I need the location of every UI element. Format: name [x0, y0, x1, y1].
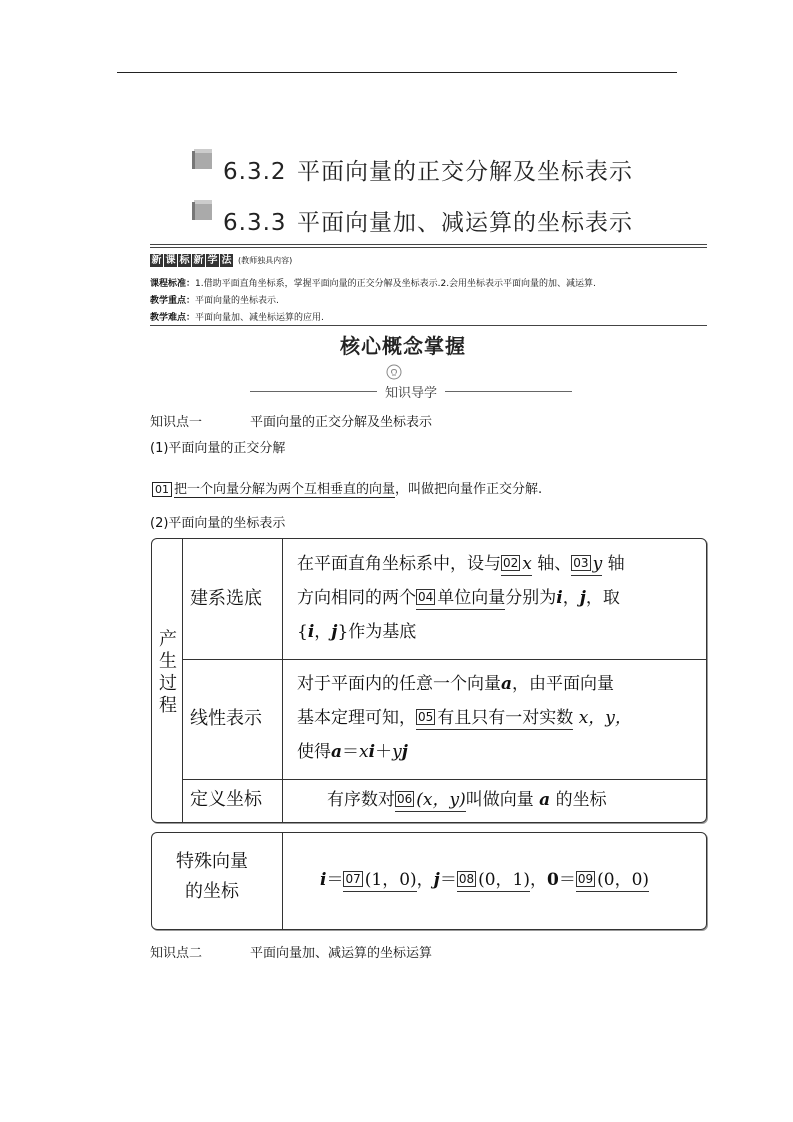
guide-divider [250, 382, 572, 400]
banner-rule-top-2 [150, 247, 707, 248]
item-01: 01 把一个向量分解为两个互相垂直的向量，叫做把向量作正交分解. [152, 478, 542, 497]
banner-rule-bottom [150, 325, 707, 326]
linear-line-3: 使得a＝xi＋yj [297, 742, 408, 762]
tag: 学 [207, 255, 218, 266]
subheading-2: (2)平面向量的坐标表示 [150, 516, 286, 531]
banner-tags [150, 254, 292, 267]
coordinate-table [151, 538, 707, 823]
core-title: 核心概念掌握 [340, 334, 466, 358]
book-icon [190, 147, 214, 171]
side-label: 产 生 过 程 [159, 629, 177, 716]
tag: 课 [165, 255, 176, 266]
special-values: i＝ 07 (1，0)，j＝ 08 (0，1)，0＝ 09 (0，0) [320, 870, 650, 890]
row-label-linear: 线性表示 [190, 708, 262, 729]
row-label-basis: 建系选底 [190, 588, 262, 609]
row-label-define: 定义坐标 [190, 789, 262, 810]
special-vectors-table [151, 832, 707, 930]
tag: 标 [179, 255, 190, 266]
tag: 新 [151, 255, 162, 266]
subheading-1: (1)平面向量的正交分解 [150, 441, 286, 456]
guide-title: 知识导学 [385, 385, 438, 401]
linear-line-2: 基本定理可知， 05 有且只有一对实数 x，y， [297, 708, 632, 728]
knowledge-point-1: 知识点一 平面向量的正交分解及坐标表示 [150, 415, 433, 430]
special-label: 特殊向量 的坐标 [176, 851, 248, 902]
lightbulb-icon [386, 364, 402, 380]
tag: 新 [193, 255, 204, 266]
define-line: 有序数对 06 (x，y)叫做向量 a 的坐标 [327, 790, 607, 810]
banner-rule-top [150, 244, 707, 245]
section-title-2: 6.3.3 平面向量加、减运算的坐标表示 [223, 210, 633, 236]
blank-number: 01 [152, 482, 172, 497]
teaching-difficulty: 教学难点：平面向量加、减坐标运算的应用. [150, 313, 324, 323]
book-icon [190, 198, 214, 222]
header-rule [117, 72, 677, 73]
basis-line-1: 在平面直角坐标系中，设与 02 x 轴、 03 y 轴 [297, 554, 625, 574]
teaching-key: 教学重点：平面向量的坐标表示. [150, 296, 279, 306]
basis-line-2: 方向相同的两个 04 单位向量分别为i，j，取 [297, 588, 620, 608]
knowledge-point-2: 知识点二 平面向量加、减运算的坐标运算 [150, 946, 433, 961]
basis-line-3: {i，j}作为基底 [297, 622, 417, 642]
course-standard: 课程标准：1.借助平面直角坐标系，掌握平面向量的正交分解及坐标表示.2.会用坐标表示平面向量的加、减运算. [150, 279, 596, 289]
banner-note: (教师独具内容) [238, 256, 293, 265]
tag: 法 [221, 255, 232, 266]
section-title-1: 6.3.2 平面向量的正交分解及坐标表示 [223, 159, 633, 185]
linear-line-1: 对于平面内的任意一个向量a，由平面向量 [297, 674, 615, 694]
